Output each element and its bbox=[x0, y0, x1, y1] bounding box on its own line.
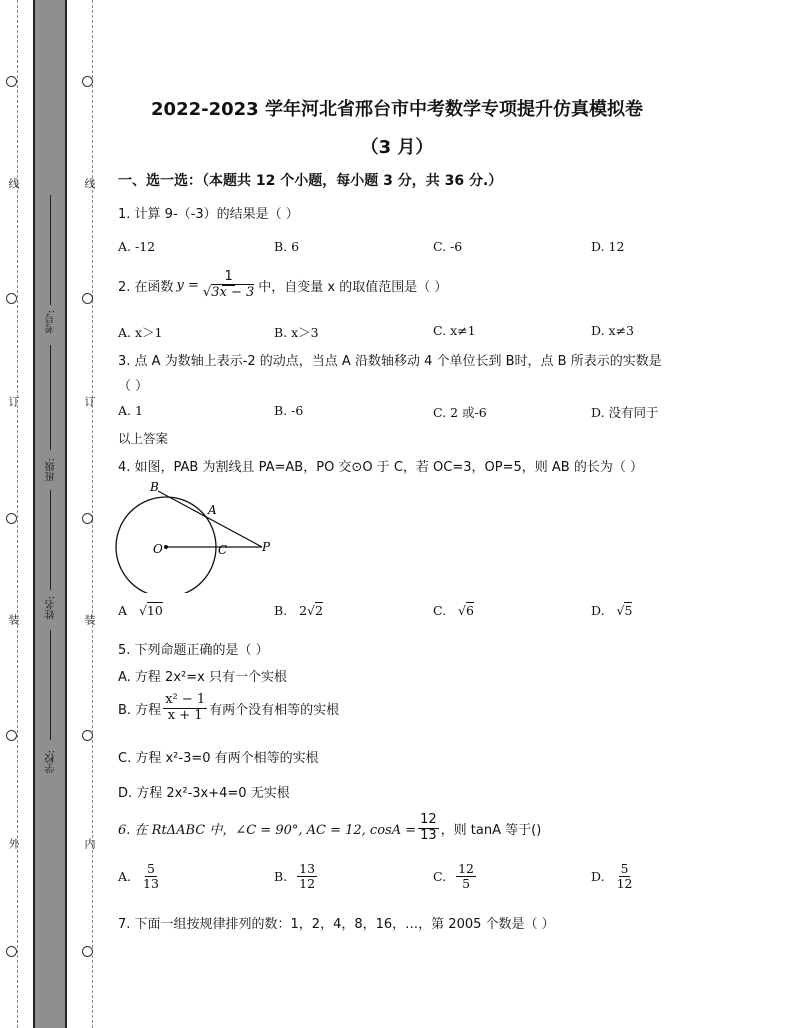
q6-d-den: 12 bbox=[616, 876, 633, 892]
q6-option-a bbox=[118, 862, 163, 892]
q4-circle-figure bbox=[110, 478, 280, 593]
q6-a-pre: A. bbox=[118, 869, 132, 885]
q2-num: 1 bbox=[224, 269, 233, 284]
q6-option-b bbox=[274, 862, 319, 892]
q2-option-a: A. x＞1 bbox=[118, 325, 163, 340]
q5-b-den: x + 1 bbox=[167, 707, 203, 723]
inner-label-nei: 内 bbox=[83, 838, 96, 849]
q3-option-d: D. 没有同于 bbox=[591, 405, 659, 420]
outer-label-ding: 订 bbox=[7, 396, 20, 407]
question-4: 4. 如图，PAB 为割线且 PA=AB，PO 交⊙O 于 C，若 OC=3，OP=5，则 AB 的长为（ ） bbox=[118, 460, 643, 475]
q6-stem-pre: 6. 在 RtΔABC 中，∠C = 90°, AC = 12, cosA = bbox=[118, 822, 417, 838]
q4-c-pre: C. bbox=[433, 603, 447, 618]
q6-den: 13 bbox=[420, 827, 437, 843]
xuexiao-label: 学校: bbox=[46, 750, 57, 774]
q3-option-d-tail: 以上答案 bbox=[118, 431, 169, 446]
q4-d-rad: 5 bbox=[624, 603, 633, 618]
binding-hole bbox=[82, 946, 93, 957]
kaohao-line bbox=[50, 195, 51, 305]
q6-fraction bbox=[418, 813, 439, 844]
question-3-line2: （ ） bbox=[118, 379, 149, 394]
q6-a-den: 13 bbox=[143, 876, 159, 892]
inner-label-ding: 订 bbox=[83, 396, 96, 407]
question-3-line1: 3. 点 A 为数轴上表示-2 的动点，当点 A 沿数轴移动 4 个单位长到 B时，点 B 所表示的实数是 bbox=[118, 354, 662, 369]
q3-option-c: C. 2 或-6 bbox=[433, 405, 487, 420]
q6-a-num: 5 bbox=[146, 861, 155, 876]
q6-option-c bbox=[433, 862, 478, 892]
label-a: A bbox=[208, 503, 217, 517]
q6-b-den: 12 bbox=[299, 876, 316, 892]
question-2 bbox=[118, 270, 447, 301]
binding-hole bbox=[82, 730, 93, 741]
q2-den-wrap: √3x − 3 bbox=[202, 284, 255, 300]
question-5: 5. 下列命题正确的是（ ） bbox=[118, 643, 269, 658]
q6-b-pre: B. bbox=[274, 869, 288, 885]
q3-option-a: A. 1 bbox=[118, 403, 143, 418]
q1-option-d: D. 12 bbox=[591, 239, 625, 254]
q6-b-frac bbox=[297, 862, 317, 892]
kaohao-label: 考号: bbox=[46, 310, 57, 334]
inner-label-xian: 线 bbox=[83, 178, 96, 189]
label-c: C bbox=[218, 543, 228, 557]
q5-option-d: D. 方程 2x²-3x+4=0 无实根 bbox=[118, 786, 290, 801]
banji-line bbox=[50, 345, 51, 450]
q6-b-num: 13 bbox=[299, 861, 316, 876]
q4-c-rad: 6 bbox=[465, 603, 474, 618]
q1-option-c: C. -6 bbox=[433, 239, 463, 254]
q1-option-a: A. -12 bbox=[118, 239, 156, 254]
xingming-label: 姓名: bbox=[46, 596, 57, 620]
xingming-line bbox=[50, 490, 51, 590]
binding-hole bbox=[82, 76, 93, 87]
q4-b-rad: 2 bbox=[315, 603, 323, 618]
q4-d-pre: D. bbox=[591, 603, 605, 618]
q4-option-d: D. √5 bbox=[591, 603, 633, 618]
outer-label-wai: 外 bbox=[7, 838, 20, 849]
binding-hole bbox=[82, 513, 93, 524]
q2-stem-pre: 2. 在函数 bbox=[118, 279, 174, 295]
binding-hole bbox=[6, 293, 17, 304]
q6-d-pre: D. bbox=[591, 869, 605, 885]
page-title: 2022-2023 学年河北省邢台市中考数学专项提升仿真模拟卷 bbox=[151, 99, 643, 120]
q6-d-num: 5 bbox=[620, 861, 629, 876]
outer-label-xian: 线 bbox=[7, 178, 20, 189]
label-p: P bbox=[262, 540, 271, 554]
binding-hole bbox=[82, 293, 93, 304]
outer-label-zhuang: 装 bbox=[7, 614, 20, 625]
binding-hole bbox=[6, 946, 17, 957]
q4-a-pre: A bbox=[118, 603, 128, 618]
q2-option-b: B. x＞3 bbox=[274, 325, 319, 340]
q2-den: 3x − 3 bbox=[211, 284, 255, 300]
q4-b-pre: B. bbox=[274, 603, 288, 618]
q6-num: 12 bbox=[420, 812, 437, 827]
inner-label-zhuang: 装 bbox=[83, 614, 96, 625]
q4-option-c: C. √6 bbox=[433, 603, 474, 618]
q4-a-rad: 10 bbox=[146, 603, 163, 618]
q1-option-b: B. 6 bbox=[274, 239, 300, 254]
q5-b-pre: B. 方程 bbox=[118, 702, 162, 718]
binding-hole bbox=[6, 513, 17, 524]
binding-hole bbox=[6, 76, 17, 87]
q5-option-b bbox=[118, 693, 339, 724]
secant-pb bbox=[158, 491, 262, 547]
q2-y: y = bbox=[176, 277, 199, 293]
q6-c-num: 12 bbox=[458, 861, 474, 876]
q6-option-d bbox=[591, 862, 636, 892]
xuexiao-line bbox=[50, 630, 51, 740]
q6-a-frac bbox=[141, 862, 161, 892]
q4-b-coef: 2 bbox=[299, 603, 308, 618]
question-1: 1. 计算 9-（-3）的结果是（ ） bbox=[118, 207, 299, 222]
q5-b-fraction bbox=[163, 693, 207, 724]
q5-option-a: A. 方程 2x²=x 只有一个实根 bbox=[118, 670, 287, 685]
q2-stem-post: 中，自变量 x 的取值范围是（ ） bbox=[258, 279, 448, 295]
q6-c-den: 5 bbox=[462, 876, 471, 892]
q6-c-pre: C. bbox=[433, 869, 447, 885]
q3-option-b: B. -6 bbox=[274, 403, 304, 418]
q6-c-frac bbox=[456, 862, 476, 892]
q6-stem-post: ，则 tanA 等于() bbox=[440, 822, 542, 838]
section-heading: 一、选一选：（本题共 12 个小题，每小题 3 分，共 36 分.） bbox=[118, 173, 503, 189]
q5-b-num: x² − 1 bbox=[165, 692, 206, 707]
banji-label: 班级: bbox=[46, 458, 57, 482]
label-o: O bbox=[153, 542, 163, 556]
question-7: 7. 下面一组按规律排列的数：1，2，4，8，16，…，第 2005 个数是（ ） bbox=[118, 917, 555, 932]
label-b: B bbox=[150, 480, 159, 494]
q5-b-post: 有两个没有相等的实根 bbox=[209, 702, 340, 718]
q2-option-d: D. x≠3 bbox=[591, 323, 634, 338]
q4-option-a: A √10 bbox=[118, 603, 163, 618]
q6-d-frac bbox=[615, 862, 635, 892]
q2-fraction bbox=[201, 270, 256, 301]
q4-option-b: B. 2√2 bbox=[274, 603, 323, 618]
center-dot bbox=[164, 545, 168, 549]
binding-hole bbox=[6, 730, 17, 741]
question-6 bbox=[118, 813, 541, 844]
q5-option-c: C. 方程 x²-3=0 有两个相等的实根 bbox=[118, 751, 319, 766]
q2-option-c: C. x≠1 bbox=[433, 323, 476, 338]
page-subtitle: （3 月） bbox=[360, 137, 434, 158]
